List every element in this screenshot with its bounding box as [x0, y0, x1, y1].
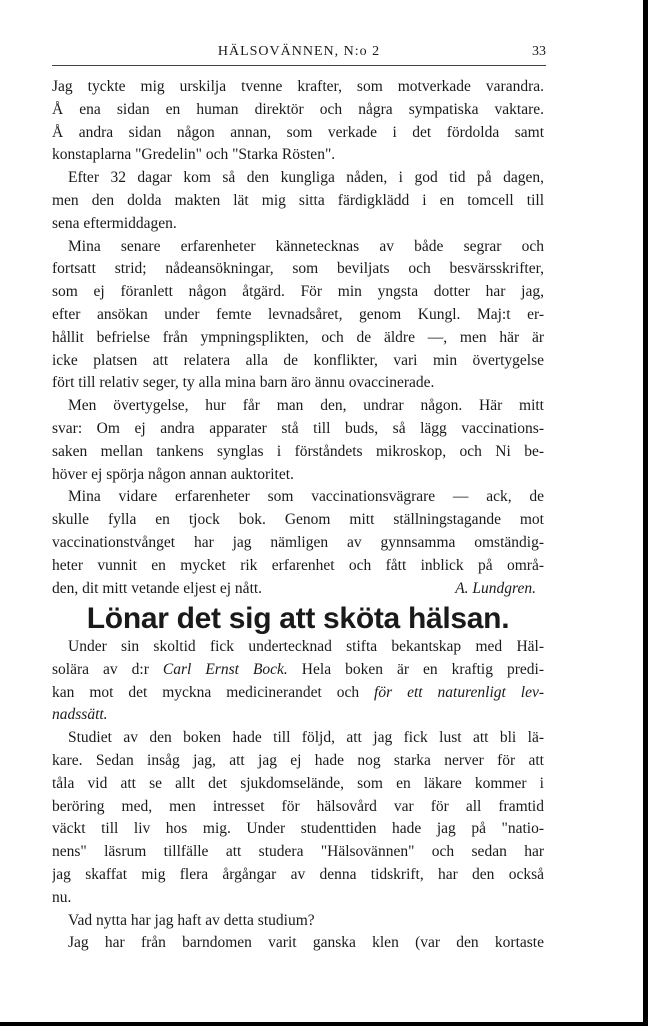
text-line: Studiet av den boken hade till följd, att jag fick lust att bli lä- — [68, 729, 544, 747]
text-line: nadssätt. — [52, 706, 108, 724]
text-line: Vad nytta har jag haft av detta studium? — [68, 911, 315, 929]
text-line: Jag har från barndomen varit ganska klen (var den kortaste — [68, 934, 544, 952]
text-span: kan mot det myckna medicinerandet och — [52, 683, 375, 701]
page-header — [52, 40, 546, 66]
signature-line — [52, 578, 544, 601]
text-line: Efter 32 dagar kom så den kungliga nåden, i god tid på dagen, — [68, 169, 544, 187]
text-line: vaccinationstvånget har jag nämligen av gynnsamma omständig- — [52, 533, 544, 551]
text-line: nu. — [52, 888, 72, 906]
emphasis-span: för ett naturenligt lev- — [374, 683, 544, 701]
text-line: kare. Sedan insåg jag, att jag ej hade nog starka nerver för att — [52, 751, 544, 769]
author-reference: Carl Ernst Bock. — [162, 660, 288, 678]
text-line: sena eftermiddagen. — [52, 214, 177, 232]
article-title: Lönar det sig att sköta hälsan. — [86, 602, 510, 635]
text-line: fört till relativ seger, ty alla mina barn äro ännu ovaccinerade. — [52, 374, 435, 392]
text-line: tåla vid att se allt det sjukdomselände, som en läkare kommer i — [52, 774, 544, 792]
text-line: Men övertygelse, hur får man den, undrar någon. Här mitt — [68, 397, 544, 415]
text-span: solära av d:r — [52, 660, 163, 678]
text-line: Under sin skoltid fick undertecknad stifta bekantskap med Häl- — [68, 638, 544, 655]
text-span: Hela boken är en kraftig predi- — [287, 660, 544, 678]
running-title: HÄLSOVÄNNEN, N:o 2 — [217, 44, 381, 59]
text-line: Jag tyckte mig urskilja tvenne krafter, som motverkade varandra. — [52, 78, 544, 95]
text-line: saken mellan tankens synglas i förståndets mikroskop, och Ni be- — [52, 442, 544, 460]
text-line: Mina senare erfarenheter kännetecknas av både segrar och — [68, 237, 544, 255]
text-line: beröring med, men intresset för hälsovård var för all framtid — [52, 797, 544, 815]
text-line: konstaplarna "Gredelin" och "Starka Rösten". — [52, 146, 336, 164]
text-line: svar: Om ej andra apparater stå till buds, så lägg vaccinations- — [52, 419, 544, 437]
text-line: nens" läsrum tillfälle att studera "Hälsovännen" och sedan har — [52, 843, 544, 861]
text-line: den, dit mitt vetande eljest ej nått. — [52, 579, 263, 597]
text-line-mixed — [52, 659, 544, 682]
text-line: Å ena sidan en human direktör och några sympatiska vaktare. — [52, 100, 544, 118]
text-line-mixed — [52, 682, 544, 705]
text-line: skulle fylla en tjock bok. Genom mitt ställningstagande mot — [52, 511, 544, 529]
page-edge-rule-bottom — [0, 1022, 648, 1026]
text-line: efter ansökan under femte levnadsåret, genom Kungl. Maj:t er- — [52, 305, 544, 323]
text-line: icke platsen att relatera alla de konflikter, vari min övertygelse — [52, 351, 544, 369]
text-line: Å andra sidan någon annan, som verkade i det fördolda samt — [52, 123, 544, 141]
text-line: jag skaffat mig flera årgångar av denna tidskrift, har den också — [52, 865, 544, 883]
text-line: Mina vidare erfarenheter som vaccinationsvägrare — ack, de — [68, 488, 544, 506]
text-line: höver ej spörja någon annan auktoritet. — [52, 465, 294, 483]
page-edge-rule-right — [643, 0, 648, 1026]
text-line: väckt till liv hos mig. Under studenttiden hade jag på "natio- — [52, 820, 544, 838]
text-line: som ej föranlett någon åtgärd. För min yngsta dotter har jag, — [52, 283, 544, 301]
text-line: hållit befrielse från ympningsplikten, och de äldre —, men här är — [52, 328, 544, 346]
header-rule — [52, 65, 546, 66]
author-signature: A. Lundgren. — [455, 579, 536, 597]
text-line: fortsatt strid; nådeansökningar, som beviljats och besvärsskrifter, — [52, 260, 544, 278]
page-number: 33 — [532, 44, 546, 59]
text-line: men den dolda makten lät mig sitta färdigklädd i en tomcell till — [52, 191, 544, 209]
previous-article-ending — [52, 76, 544, 600]
article-body — [52, 636, 544, 955]
text-line: heter vunnit en mycket rik erfarenhet och fått inblick på områ- — [52, 556, 544, 574]
